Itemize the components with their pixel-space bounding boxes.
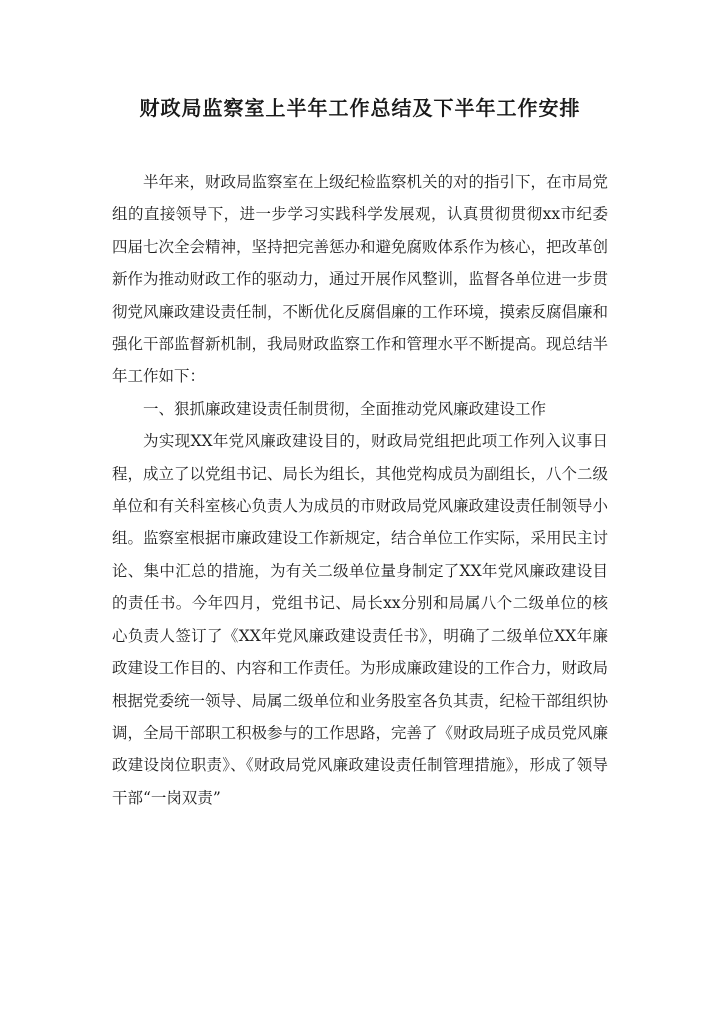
- section-heading-1: 一、狠抓廉政建设责任制贯彻，全面推动党风廉政建设工作: [143, 399, 547, 418]
- paragraph-intro: 半年来，财政局监察室在上级纪检监察机关的对的指引下，在市局党组的直接领导下，进一步学习实践科学发展观，认真贯彻贯彻xx市纪委四届七次全会精神，坚持把完善惩办和避免腐败体系作为核心，把改革创新作为推动财政工作的驱动力，通过开展作风整训，监督各单位进一步贯彻党风廉政建设责任制，不断优化反腐倡廉的工作环境，摸索反腐倡廉和强化干部监督新机制，我局财政监察工作和管理水平不断提高。现总结半年工作如下：: [112, 173, 609, 386]
- document-title: 财政局监察室上半年工作总结及下半年工作安排: [139, 96, 581, 120]
- paragraph-section-1: 为实现XX年党风廉政建设目的，财政局党组把此项工作列入议事日程，成立了以党组书记、局长为组长，其他党构成员为副组长，八个二级单位和有关科室核心负责人为成员的市财政局党风廉政建设责任制领导小组。监察室根据市廉政建设工作新规定，结合单位工作实际，采用民主讨论、集中汇总的措施，为有关二级单位量身制定了XX年党风廉政建设目的责任书。今年四月，党组书记、局长xx分别和局属八个二级单位的核心负责人签订了《XX年党风廉政建设责任书》，明确了二级单位XX年廉政建设工作目的、内容和工作责任。为形成廉政建设的工作合力，财政局根据党委统一领导、局属二级单位和业务股室各负其责，纪检干部组织协调，全局干部职工积极参与的工作思路，完善了《财政局班子成员党风廉政建设岗位职责》、《财政局党风廉政建设责任制管理措施》，形成了领导干部“一岗双责”: [112, 432, 609, 807]
- document-body: [112, 166, 608, 814]
